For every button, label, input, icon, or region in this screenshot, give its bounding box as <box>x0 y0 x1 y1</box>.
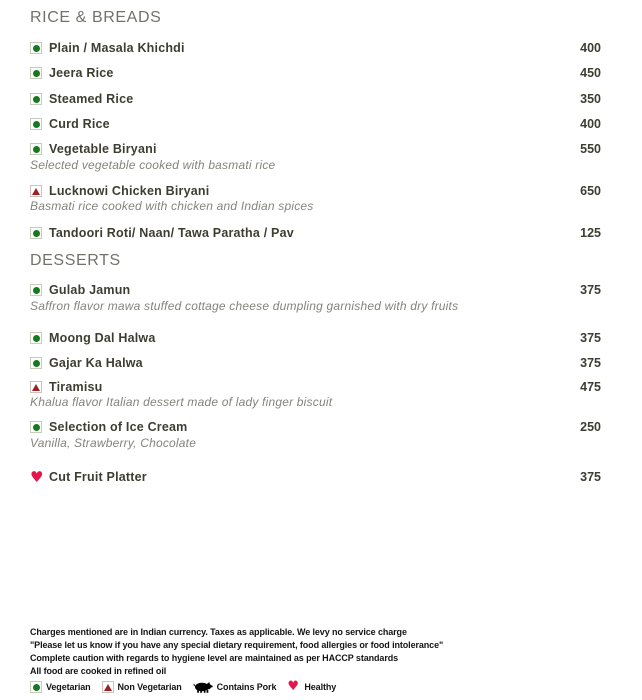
item-name: Selection of Ice Cream <box>49 420 188 434</box>
footer <box>30 626 610 694</box>
veg-icon <box>30 332 42 344</box>
item-description: Saffron flavor mawa stuffed cottage cheese dumpling garnished with dry fruits <box>30 299 459 313</box>
item-name: Cut Fruit Platter <box>49 470 147 484</box>
footer-note: All food are cooked in refined oil <box>30 666 167 676</box>
item-description: Selected vegetable cooked with basmati rice <box>30 158 276 172</box>
item-description: Khalua flavor Italian dessert made of lady finger biscuit <box>30 395 333 409</box>
veg-icon <box>30 421 42 433</box>
item-name: Steamed Rice <box>49 92 134 106</box>
footer-note: Complete caution with regards to hygiene level are maintained as per HACCP standards <box>30 653 399 663</box>
veg-icon <box>30 357 42 369</box>
item-price: 400 <box>580 41 601 55</box>
veg-icon <box>30 118 42 130</box>
non-veg-icon <box>102 681 114 693</box>
menu-item-row <box>30 117 601 131</box>
item-price: 450 <box>580 66 601 80</box>
item-name: Curd Rice <box>49 117 110 131</box>
item-price: 400 <box>580 117 601 131</box>
item-description: Basmati rice cooked with chicken and Indian spices <box>30 199 314 213</box>
item-price: 125 <box>580 226 601 240</box>
veg-dot <box>33 121 40 128</box>
veg-dot <box>33 70 40 77</box>
menu-item-row <box>30 226 601 240</box>
veg-dot <box>33 684 40 691</box>
item-price: 250 <box>580 420 601 434</box>
item-price: 375 <box>580 356 601 370</box>
menu-item-row <box>30 380 601 394</box>
item-price: 550 <box>580 142 601 156</box>
veg-dot <box>33 45 40 52</box>
menu-item-row <box>30 420 601 434</box>
veg-icon <box>30 42 42 54</box>
dietary-legend <box>30 680 610 694</box>
menu-item-row <box>30 331 601 345</box>
legend-vegetarian <box>30 680 91 694</box>
item-price: 375 <box>580 283 601 297</box>
item-name: Jeera Rice <box>49 66 114 80</box>
item-name: Tandoori Roti/ Naan/ Tawa Paratha / Pav <box>49 226 294 240</box>
item-name: Plain / Masala Khichdi <box>49 41 185 55</box>
menu-item-row <box>30 142 601 156</box>
legend-contains-pork <box>193 680 277 694</box>
item-name: Tiramisu <box>49 380 103 394</box>
non-veg-triangle <box>32 188 40 195</box>
veg-dot <box>33 335 40 342</box>
legend-label: Healthy <box>304 682 337 692</box>
footer-note: "Please let us know if you have any special dietary requirement, food allergies or food intolerance" <box>30 640 444 650</box>
non-veg-icon <box>30 185 42 197</box>
menu-item-row <box>30 92 601 106</box>
legend-label: Contains Pork <box>216 682 277 692</box>
veg-dot <box>33 230 40 237</box>
veg-icon <box>30 67 42 79</box>
section-title: RICE & BREADS <box>30 9 162 26</box>
legend-label: Non Vegetarian <box>117 682 182 692</box>
menu-item-row <box>30 41 601 55</box>
item-price: 350 <box>580 92 601 106</box>
veg-icon <box>30 143 42 155</box>
non-veg-triangle <box>32 384 40 391</box>
section-title: DESSERTS <box>30 252 121 269</box>
item-name: Moong Dal Halwa <box>49 331 156 345</box>
legend-label: Vegetarian <box>46 682 91 692</box>
menu-item-row <box>30 184 601 198</box>
veg-dot <box>33 360 40 367</box>
veg-dot <box>33 424 40 431</box>
non-veg-icon <box>30 381 42 393</box>
item-name: Lucknowi Chicken Biryani <box>49 184 210 198</box>
heart-icon: ♥ <box>30 468 44 486</box>
item-name: Gajar Ka Halwa <box>49 356 143 370</box>
veg-dot <box>33 146 40 153</box>
item-price: 375 <box>580 470 601 484</box>
veg-dot <box>33 96 40 103</box>
legend-non-vegetarian <box>102 680 182 694</box>
veg-icon <box>30 93 42 105</box>
menu-item-row <box>30 470 601 484</box>
menu-item-row <box>30 283 601 297</box>
item-price: 475 <box>580 380 601 394</box>
item-name: Vegetable Biryani <box>49 142 157 156</box>
non-veg-triangle <box>104 684 112 691</box>
pig-icon <box>193 681 213 693</box>
menu-item-row <box>30 66 601 80</box>
veg-dot <box>33 287 40 294</box>
heart-icon: ♥ <box>287 679 299 694</box>
item-price: 375 <box>580 331 601 345</box>
item-price: 650 <box>580 184 601 198</box>
item-description: Vanilla, Strawberry, Chocolate <box>30 436 197 450</box>
legend-healthy <box>287 680 336 694</box>
menu-item-row <box>30 356 601 370</box>
item-name: Gulab Jamun <box>49 283 131 297</box>
footer-note: Charges mentioned are in Indian currency. Taxes as applicable. We levy no service charge <box>30 627 407 637</box>
veg-icon <box>30 227 42 239</box>
veg-icon <box>30 681 42 693</box>
veg-icon <box>30 284 42 296</box>
